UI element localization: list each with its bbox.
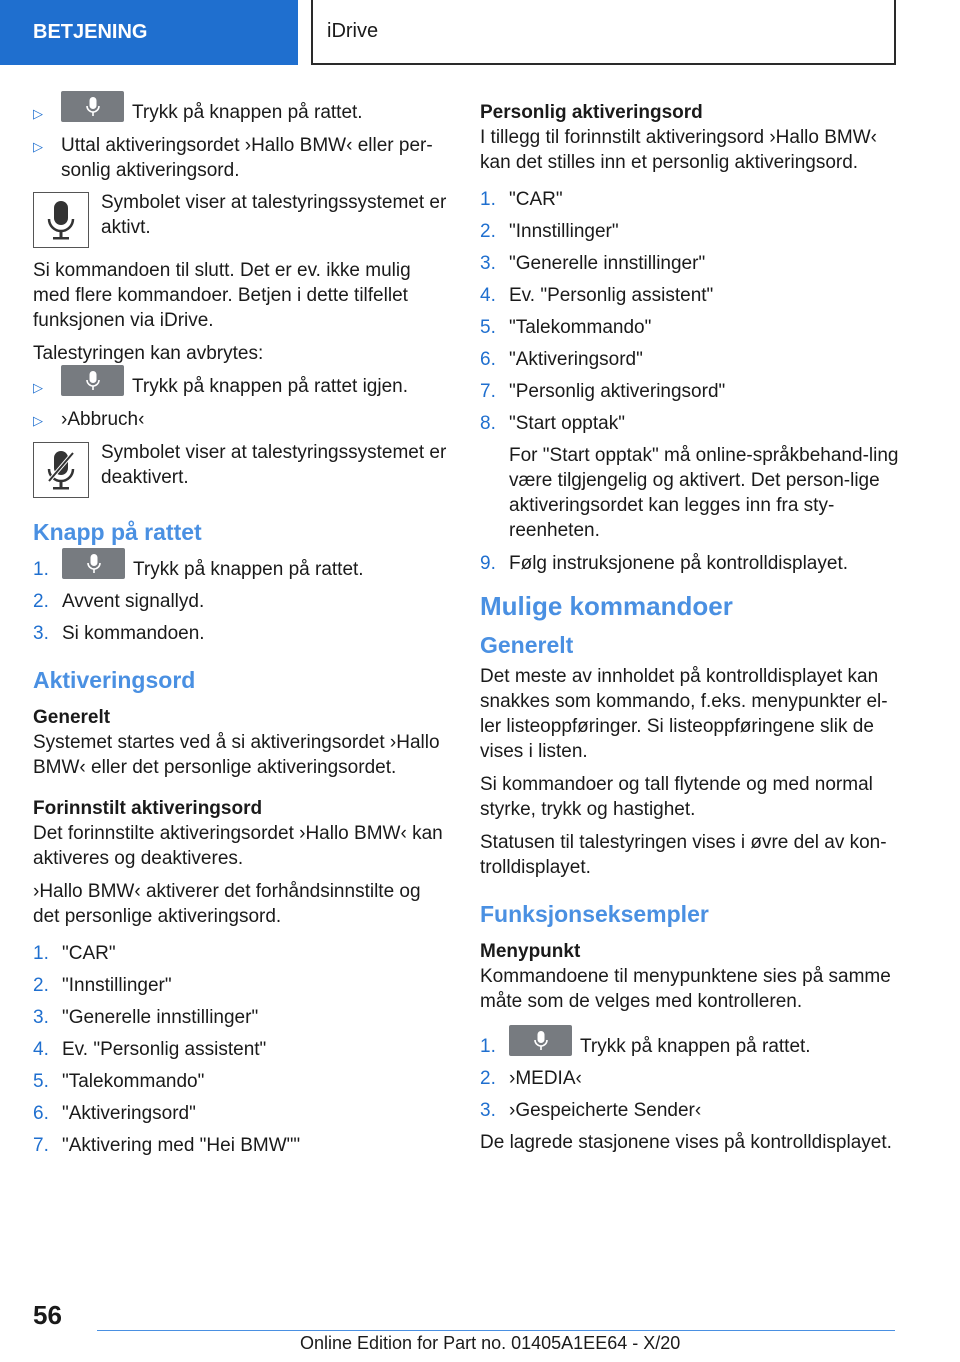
list-item-text: Ev. "Personlig assistent" [62,1039,267,1060]
chapter-header [311,0,896,65]
list-item-text: Trykk på knappen på rattet. [133,559,364,580]
list-item [33,941,451,966]
list-item-text: "Innstillinger" [62,975,172,996]
list-item-text: "CAR" [509,189,563,210]
list-item-text: "Personlig aktiveringsord" [509,381,726,402]
right-column [480,100,900,1163]
symbol-note-text: Symbolet viser at talestyringssystemet er aktivt. [101,192,447,238]
section-heading: Funksjonseksempler [480,901,709,927]
list-item [480,1066,900,1091]
list-number: 8. [480,413,496,434]
list-number: 1. [480,189,496,210]
list-item [480,315,900,340]
list-item-text: "Generelle innstillinger" [509,253,706,274]
list-number: 5. [33,1071,49,1092]
paragraph: Systemet startes ved å si aktiveringsordet ›Hallo BMW‹ eller det personlige aktiveringsordet. [33,732,440,778]
list-number: 4. [480,285,496,306]
symbol-note [33,440,451,498]
subheading: Personlig aktiveringsord [480,102,703,123]
list-item [480,551,900,576]
paragraph: Det meste av innholdet på kontrolldisplayet kan snakkes som kommando, f.eks. menypunkter el-ler listeoppføringer. Si listeoppføringene slik de vises i listen. [480,666,888,762]
list-item [480,251,900,276]
paragraph: Si kommandoer og tall flytende og med normal styrke, trykk og hastighet. [480,774,873,820]
chapter-heading: Mulige kommandoer [480,591,733,621]
page-number: 56 [33,1300,62,1330]
section-title: BETJENING [33,21,148,43]
left-column [33,100,451,1165]
list-number: 3. [33,1007,49,1028]
paragraph: ›Hallo BMW‹ aktiverer det forhåndsinnstilte og det personlige aktiveringsord. [33,881,421,927]
triangle-bullet-icon: ▷ [33,413,43,428]
list-item-text: "CAR" [62,943,116,964]
section-heading: Aktiveringsord [33,667,196,693]
list-item [480,187,900,212]
list-item [33,1133,451,1158]
list-item [33,407,451,433]
voice-button-icon [61,91,124,122]
list-item [480,283,900,308]
list-item [480,379,900,404]
list-number: 2. [33,975,49,996]
list-item [33,621,451,646]
paragraph: Talestyringen kan avbrytes: [33,343,264,364]
section-tab [0,0,298,65]
list-number: 5. [480,317,496,338]
list-item-text: Følg instruksjonene på kontrolldisplayet. [509,553,849,574]
paragraph: Statusen til talestyringen vises i øvre del av kon-trolldisplayet. [480,832,887,878]
list-item-note: For "Start opptak" må online-språkbehand-ling være tilgjengelig og aktivert. Det person-lige aktiveringsordet kan legges inn fra sty-reenheten. [509,445,899,541]
section-heading: Generelt [480,632,574,658]
list-item [480,411,900,436]
list-item [33,1069,451,1094]
list-item-text: "Start opptak" [509,413,625,434]
list-item [33,100,451,126]
list-number: 3. [480,253,496,274]
section-heading: Knapp på rattet [33,519,202,545]
paragraph: Si kommandoen til slutt. Det er ev. ikke mulig med flere kommandoer. Betjen i dette tilfellet funksjonen via iDrive. [33,260,411,331]
list-number: 3. [480,1100,496,1121]
triangle-bullet-icon: ▷ [33,139,43,154]
list-number: 9. [480,553,496,574]
list-item-text: "Innstillinger" [509,221,619,242]
footer-divider [97,1330,895,1331]
list-item-text: "Aktiveringsord" [509,349,643,370]
list-item [33,1005,451,1030]
list-item-text: ›MEDIA‹ [509,1068,582,1089]
paragraph: De lagrede stasjonene vises på kontrolldisplayet. [480,1132,892,1153]
list-number: 3. [33,623,49,644]
subheading: Generelt [33,707,111,728]
paragraph: Det forinnstilte aktiveringsordet ›Hallo BMW‹ kan aktiveres og deaktiveres. [33,823,443,869]
symbol-note [33,190,451,248]
list-item-text: "Talekommando" [62,1071,205,1092]
list-item [480,1098,900,1123]
chapter-title: iDrive [327,20,379,42]
list-item-text: Ev. "Personlig assistent" [509,285,714,306]
list-item-text: "Aktivering med "Hei BMW"" [62,1135,301,1156]
list-number: 2. [480,1068,496,1089]
list-item [33,1101,451,1126]
list-number: 2. [33,591,49,612]
triangle-bullet-icon: ▷ [33,106,43,121]
list-item [33,1037,451,1062]
list-number: 6. [33,1103,49,1124]
list-item-text: Si kommandoen. [62,623,205,644]
paragraph: I tillegg til forinnstilt aktiveringsord ›Hallo BMW‹ kan det stilles inn et personlig aktiveringsord. [480,127,878,173]
footer-edition: Online Edition for Part no. 01405A1EE64 - X/20 [300,1333,681,1353]
list-item-text: Trykk på knappen på rattet. [132,102,363,123]
triangle-bullet-icon: ▷ [33,380,43,395]
list-number: 2. [480,221,496,242]
voice-button-icon [62,548,125,579]
list-number: 6. [480,349,496,370]
list-item [33,133,451,183]
list-number: 1. [33,943,49,964]
list-item-text: Trykk på knappen på rattet igjen. [132,376,409,397]
list-item-text: "Generelle innstillinger" [62,1007,259,1028]
list-number: 7. [480,381,496,402]
list-item-text: Uttal aktiveringsordet ›Hallo BMW‹ eller per-sonlig aktiveringsord. [61,135,433,181]
voice-button-icon [61,365,124,396]
subheading: Forinnstilt aktiveringsord [33,798,263,819]
list-item-text: "Talekommando" [509,317,652,338]
microphone-off-icon [33,442,89,498]
symbol-note-text: Symbolet viser at talestyringssystemet er deaktivert. [101,442,447,488]
subheading: Menypunkt [480,941,581,962]
list-item-text: ›Gespeicherte Sender‹ [509,1100,702,1121]
list-number: 1. [33,559,49,580]
voice-button-icon [509,1025,572,1056]
list-item [33,557,451,582]
list-item [480,347,900,372]
list-item [480,219,900,244]
list-number: 7. [33,1135,49,1156]
paragraph: Kommandoene til menypunktene sies på samme måte som de velges med kontrolleren. [480,966,891,1012]
list-item [33,973,451,998]
list-item-text: "Aktiveringsord" [62,1103,196,1124]
list-number: 1. [480,1036,496,1057]
list-item-text: ›Abbruch‹ [61,409,145,430]
list-item-text: Trykk på knappen på rattet. [580,1036,811,1057]
list-item [33,589,451,614]
list-item-text: Avvent signallyd. [62,591,205,612]
list-number: 4. [33,1039,49,1060]
microphone-active-icon [33,192,89,248]
list-item [480,1034,900,1059]
list-item [33,374,451,400]
